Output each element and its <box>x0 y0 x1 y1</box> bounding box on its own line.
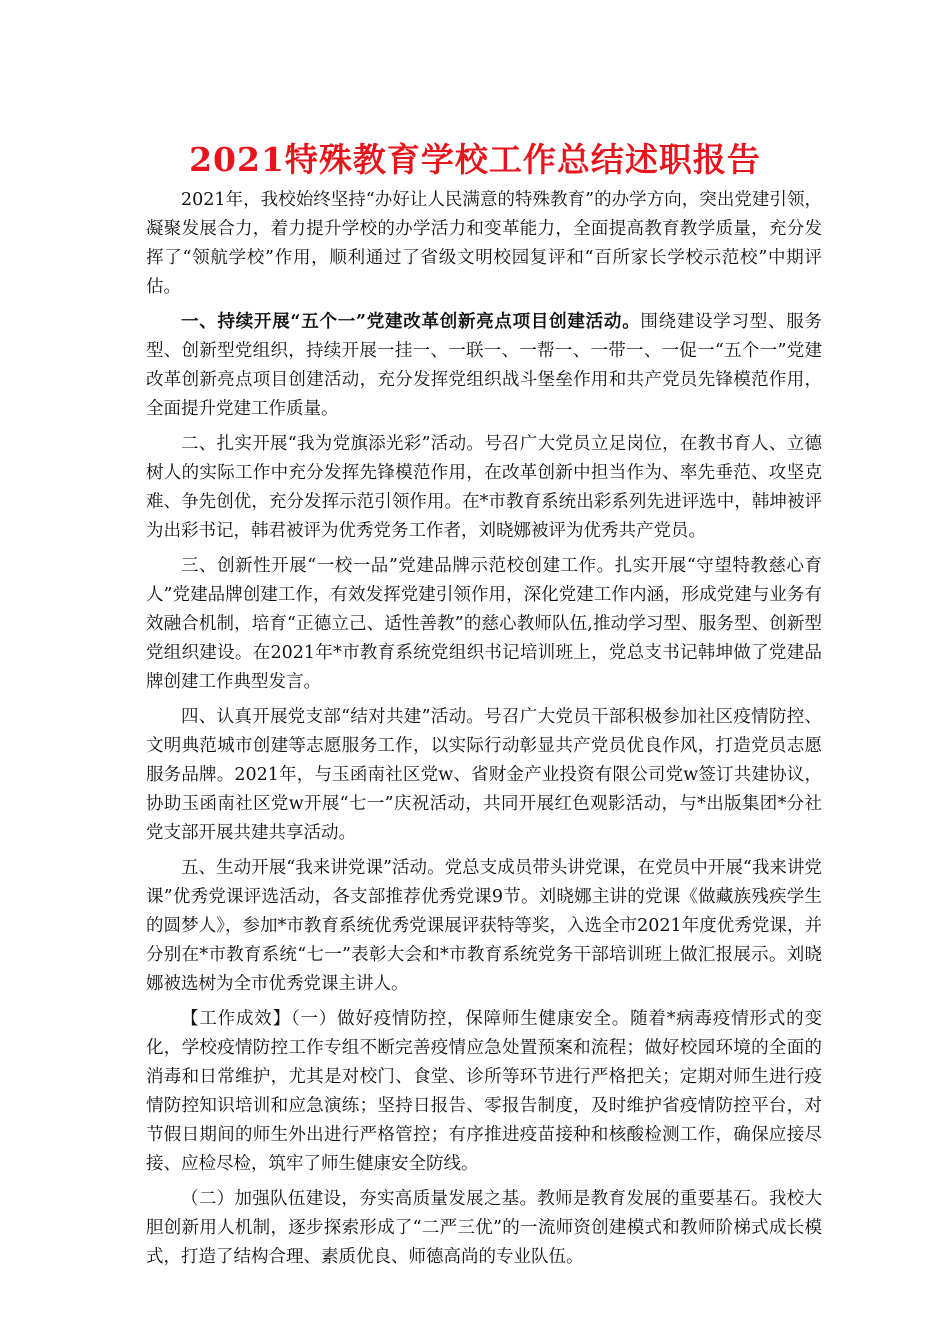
paragraph-section-4: 四、认真开展党支部“结对共建”活动。号召广大党员干部积极参加社区疫情防控、文明典范城市创建等志愿服务工作，以实际行动彰显共产党员优良作风，打造党员志愿服务品牌。2021年，与玉函南社区党w、省财金产业投资有限公司党w签订共建协议，协助玉函南社区党w开展“七一”庆祝活动，共同开展红色观影活动，与*出版集团*分社党支部开展共建共享活动。 <box>146 707 822 843</box>
paragraph-results-1: 【工作成效】（一）做好疫情防控，保障师生健康安全。随着*病毒疫情形式的变化，学校疫情防控工作专组不断完善疫情应急处置预案和流程；做好校园环境的全面的消毒和日常维护，尤其是对校门、食堂、诊所等环节进行严格把关；定期对师生进行疫情防控知识培训和应急演练；坚持日报告、零报告制度，及时维护省疫情防控平台，对节假日期间的师生外出进行严格管控；有序推进疫苗接种和核酸检测工作，确保应接尽接、应检尽检，筑牢了师生健康安全防线。 <box>146 1009 822 1174</box>
paragraph-results-2: （二）加强队伍建设，夯实高质量发展之基。教师是教育发展的重要基石。我校大胆创新用人机制，逐步探索形成了“二严三优”的一流师资创建模式和教师阶梯式成长模式，打造了结构合理、素质优良、师德高尚的专业队伍。 <box>146 1189 822 1267</box>
document-body <box>146 186 822 1278</box>
paragraph-section-3: 三、创新性开展“一校一品”党建品牌示范校创建工作。扎实开展“守望特教慈心育人”党建品牌创建工作，有效发挥党建引领作用，深化党建工作内涵，形成党建与业务有效融合机制，培育“正德立己、适性善教”的慈心教师队伍,推动学习型、服务型、创新型党组织建设。在2021年*市教育系统党组织书记培训班上，党总支书记韩坤做了党建品牌创建工作典型发言。 <box>146 556 822 692</box>
paragraph-intro: 2021年，我校始终坚持“办好让人民满意的特殊教育”的办学方向，突出党建引领，凝聚发展合力，着力提升学校的办学活力和变革能力，全面提高教育教学质量，充分发挥了“领航学校”作用，顺利通过了省级文明校园复评和“百所家长学校示范校”中期评估。 <box>146 190 822 297</box>
paragraph-section-5: 五、生动开展“我来讲党课”活动。党总支成员带头讲党课，在党员中开展“我来讲党课”优秀党课评选活动，各支部推荐优秀党课9节。刘晓娜主讲的党课《做藏族残疾学生的圆梦人》，参加*市教育系统优秀党课展评获特等奖，入选全市2021年度优秀党课，并分别在*市教育系统“七一”表彰大会和*市教育系统党务干部培训班上做汇报展示。刘晓娜被选树为全市优秀党课主讲人。 <box>146 858 822 994</box>
paragraph-section-1: 一、持续开展“五个一”党建改革创新亮点项目创建活动。围绕建设学习型、服务型、创新型党组织，持续开展一挂一、一联一、一帮一、一带一、一促一“五个一”党建改革创新亮点项目创建活动，充分发挥党组织战斗堡垒作用和共产党员先锋模范作用，全面提升党建工作质量。 <box>146 312 822 419</box>
paragraph-section-2: 二、扎实开展“我为党旗添光彩”活动。号召广大党员立足岗位，在教书育人、立德树人的实际工作中充分发挥先锋模范作用，在改革创新中担当作为、率先垂范、攻坚克难、争先创优，充分发挥示范引领作用。在*市教育系统出彩系列先进评选中，韩坤被评为出彩书记，韩君被评为优秀党务工作者，刘晓娜被评为优秀共产党员。 <box>146 434 822 541</box>
section-heading: 一、持续开展“五个一”党建改革创新亮点项目创建活动。 <box>181 312 641 332</box>
document-title: 2021特殊教育学校工作总结述职报告 <box>189 140 761 179</box>
